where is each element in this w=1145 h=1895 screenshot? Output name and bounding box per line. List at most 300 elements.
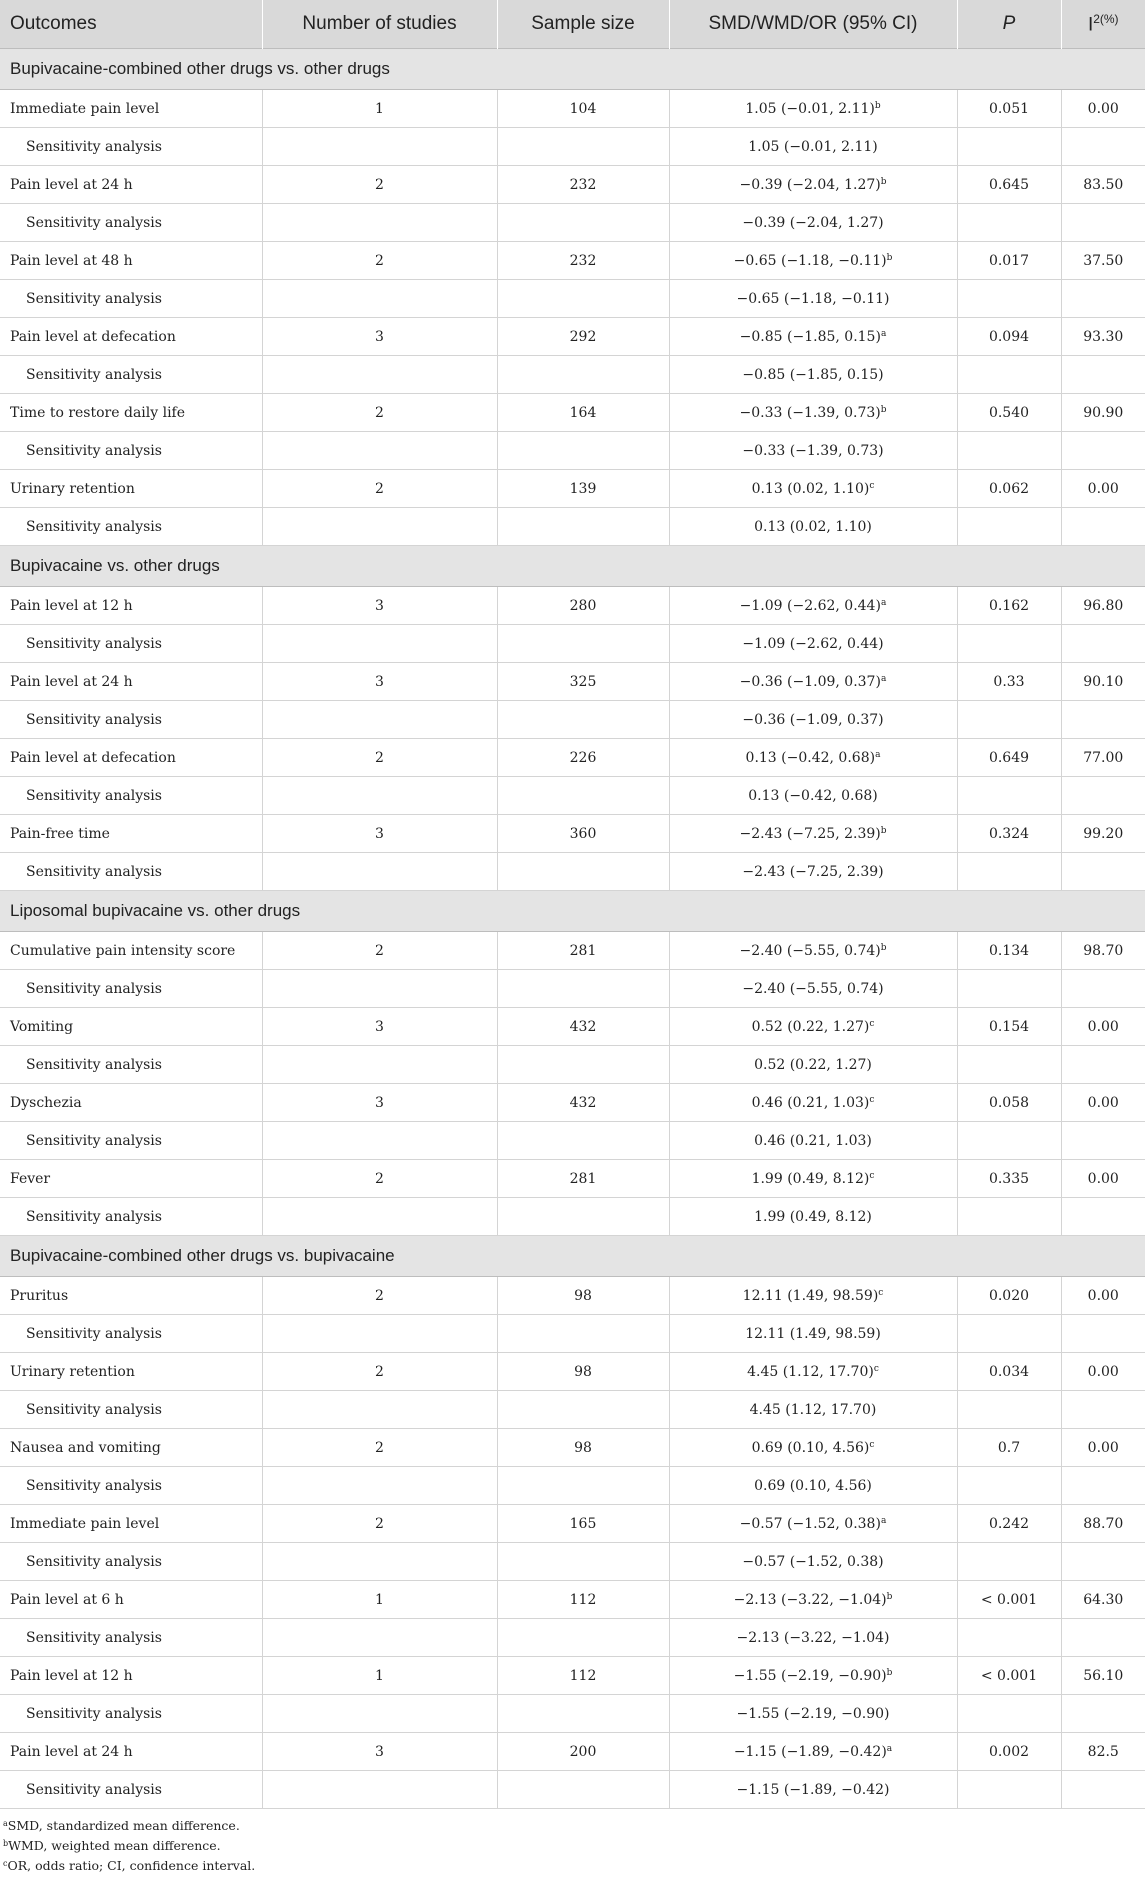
group-row bbox=[0, 546, 1145, 587]
effect-cell bbox=[669, 587, 957, 625]
i-squared-cell: 93.30 bbox=[1061, 318, 1145, 356]
p-value-cell: 0.051 bbox=[957, 90, 1061, 128]
empty-cell bbox=[957, 1771, 1061, 1809]
table-row bbox=[0, 242, 1145, 280]
empty-cell bbox=[957, 701, 1061, 739]
sample-cell: 280 bbox=[497, 587, 669, 625]
table-row bbox=[0, 1084, 1145, 1122]
i-squared-cell: 90.90 bbox=[1061, 394, 1145, 432]
empty-cell bbox=[957, 777, 1061, 815]
p-value-cell: 0.649 bbox=[957, 739, 1061, 777]
empty-cell bbox=[262, 128, 497, 166]
p-value-cell: 0.034 bbox=[957, 1353, 1061, 1391]
table-row bbox=[0, 1733, 1145, 1771]
sensitivity-row bbox=[0, 1771, 1145, 1809]
empty-cell bbox=[1061, 1619, 1145, 1657]
sensitivity-label: Sensitivity analysis bbox=[0, 1391, 262, 1429]
studies-cell: 2 bbox=[262, 242, 497, 280]
p-value-cell: 0.162 bbox=[957, 587, 1061, 625]
empty-cell bbox=[262, 356, 497, 394]
sensitivity-value: 12.11 (1.49, 98.59) bbox=[669, 1315, 957, 1353]
table-row bbox=[0, 1160, 1145, 1198]
effect-cell bbox=[669, 1581, 957, 1619]
effect-footnote-mark: a bbox=[880, 597, 887, 608]
effect-footnote-mark: c bbox=[873, 1363, 879, 1374]
effect-value: 0.13 (−0.42, 0.68) bbox=[745, 749, 876, 766]
sensitivity-row bbox=[0, 1046, 1145, 1084]
footnote bbox=[3, 1855, 1145, 1875]
sensitivity-value: 0.69 (0.10, 4.56) bbox=[669, 1467, 957, 1505]
table-body bbox=[0, 49, 1145, 1809]
empty-cell bbox=[262, 1046, 497, 1084]
group-row bbox=[0, 1236, 1145, 1277]
sensitivity-label: Sensitivity analysis bbox=[0, 204, 262, 242]
effect-footnote-mark: b bbox=[880, 825, 887, 836]
empty-cell bbox=[957, 970, 1061, 1008]
empty-cell bbox=[262, 701, 497, 739]
table-header bbox=[0, 0, 1145, 49]
studies-cell: 3 bbox=[262, 1733, 497, 1771]
sensitivity-row bbox=[0, 777, 1145, 815]
table-row bbox=[0, 1505, 1145, 1543]
p-value-cell: 0.242 bbox=[957, 1505, 1061, 1543]
empty-cell bbox=[957, 128, 1061, 166]
sensitivity-row bbox=[0, 970, 1145, 1008]
outcome-cell: Fever bbox=[0, 1160, 262, 1198]
effect-cell bbox=[669, 815, 957, 853]
table-row bbox=[0, 90, 1145, 128]
i-squared-cell: 90.10 bbox=[1061, 663, 1145, 701]
empty-cell bbox=[957, 1391, 1061, 1429]
effect-value: 0.13 (0.02, 1.10) bbox=[751, 480, 870, 497]
empty-cell bbox=[1061, 1046, 1145, 1084]
p-value-cell: < 0.001 bbox=[957, 1657, 1061, 1695]
table-row bbox=[0, 470, 1145, 508]
i-squared-cell: 0.00 bbox=[1061, 1160, 1145, 1198]
i-squared-cell: 0.00 bbox=[1061, 1277, 1145, 1315]
p-value-cell: 0.002 bbox=[957, 1733, 1061, 1771]
sensitivity-label: Sensitivity analysis bbox=[0, 853, 262, 891]
effect-cell bbox=[669, 1429, 957, 1467]
effect-value: 0.46 (0.21, 1.03) bbox=[751, 1094, 870, 1111]
studies-cell: 3 bbox=[262, 1084, 497, 1122]
sensitivity-value: −1.09 (−2.62, 0.44) bbox=[669, 625, 957, 663]
sensitivity-row bbox=[0, 1619, 1145, 1657]
empty-cell bbox=[1061, 280, 1145, 318]
empty-cell bbox=[1061, 1122, 1145, 1160]
sample-cell: 164 bbox=[497, 394, 669, 432]
empty-cell bbox=[1061, 1695, 1145, 1733]
studies-cell: 1 bbox=[262, 1657, 497, 1695]
empty-cell bbox=[497, 1543, 669, 1581]
empty-cell bbox=[957, 1467, 1061, 1505]
effect-cell bbox=[669, 166, 957, 204]
sample-cell: 98 bbox=[497, 1277, 669, 1315]
table-footnotes bbox=[0, 1809, 1145, 1875]
empty-cell bbox=[1061, 625, 1145, 663]
empty-cell bbox=[1061, 432, 1145, 470]
p-value-cell: 0.540 bbox=[957, 394, 1061, 432]
empty-cell bbox=[497, 1198, 669, 1236]
p-value-cell: 0.020 bbox=[957, 1277, 1061, 1315]
sensitivity-label: Sensitivity analysis bbox=[0, 970, 262, 1008]
p-value-cell: 0.058 bbox=[957, 1084, 1061, 1122]
outcome-cell: Pain level at 12 h bbox=[0, 587, 262, 625]
p-value-cell: 0.33 bbox=[957, 663, 1061, 701]
footnote-mark: a bbox=[3, 1819, 8, 1828]
effect-value: −0.33 (−1.39, 0.73) bbox=[739, 404, 881, 421]
effect-value: −1.09 (−2.62, 0.44) bbox=[739, 597, 881, 614]
table-row bbox=[0, 1429, 1145, 1467]
empty-cell bbox=[957, 1619, 1061, 1657]
effect-footnote-mark: b bbox=[880, 176, 887, 187]
sensitivity-value: −0.57 (−1.52, 0.38) bbox=[669, 1543, 957, 1581]
sample-cell: 112 bbox=[497, 1581, 669, 1619]
empty-cell bbox=[497, 1467, 669, 1505]
effect-value: 0.52 (0.22, 1.27) bbox=[751, 1018, 870, 1035]
empty-cell bbox=[1061, 777, 1145, 815]
sensitivity-value: −0.65 (−1.18, −0.11) bbox=[669, 280, 957, 318]
empty-cell bbox=[262, 280, 497, 318]
i-squared-cell: 0.00 bbox=[1061, 1084, 1145, 1122]
sensitivity-value: −2.43 (−7.25, 2.39) bbox=[669, 853, 957, 891]
header-row bbox=[0, 0, 1145, 49]
studies-cell: 2 bbox=[262, 470, 497, 508]
empty-cell bbox=[1061, 128, 1145, 166]
outcome-cell: Pain level at defecation bbox=[0, 739, 262, 777]
empty-cell bbox=[1061, 970, 1145, 1008]
i-squared-cell: 0.00 bbox=[1061, 1008, 1145, 1046]
sensitivity-row bbox=[0, 356, 1145, 394]
sensitivity-row bbox=[0, 432, 1145, 470]
effect-footnote-mark: a bbox=[875, 749, 881, 760]
outcome-cell: Immediate pain level bbox=[0, 1505, 262, 1543]
p-value-cell: 0.335 bbox=[957, 1160, 1061, 1198]
effect-value: −2.40 (−5.55, 0.74) bbox=[739, 942, 881, 959]
empty-cell bbox=[1061, 508, 1145, 546]
outcome-cell: Nausea and vomiting bbox=[0, 1429, 262, 1467]
p-value-cell: 0.094 bbox=[957, 318, 1061, 356]
empty-cell bbox=[957, 356, 1061, 394]
p-value-cell: 0.324 bbox=[957, 815, 1061, 853]
studies-cell: 2 bbox=[262, 1277, 497, 1315]
footnote bbox=[3, 1835, 1145, 1855]
sensitivity-value: −0.33 (−1.39, 0.73) bbox=[669, 432, 957, 470]
outcome-cell: Pain level at 48 h bbox=[0, 242, 262, 280]
group-title: Bupivacaine vs. other drugs bbox=[0, 546, 1145, 587]
effect-footnote-mark: b bbox=[886, 252, 893, 263]
group-title: Bupivacaine-combined other drugs vs. other drugs bbox=[0, 49, 1145, 90]
sensitivity-value: −0.39 (−2.04, 1.27) bbox=[669, 204, 957, 242]
empty-cell bbox=[262, 1771, 497, 1809]
sensitivity-value: −1.15 (−1.89, −0.42) bbox=[669, 1771, 957, 1809]
table-row bbox=[0, 1581, 1145, 1619]
effect-cell bbox=[669, 739, 957, 777]
i-squared-cell: 0.00 bbox=[1061, 1429, 1145, 1467]
sensitivity-row bbox=[0, 1467, 1145, 1505]
empty-cell bbox=[957, 625, 1061, 663]
outcome-cell: Pruritus bbox=[0, 1277, 262, 1315]
outcome-cell: Pain level at 24 h bbox=[0, 663, 262, 701]
sample-cell: 98 bbox=[497, 1353, 669, 1391]
i-squared-cell: 37.50 bbox=[1061, 242, 1145, 280]
empty-cell bbox=[262, 1315, 497, 1353]
empty-cell bbox=[1061, 701, 1145, 739]
empty-cell bbox=[957, 1695, 1061, 1733]
effect-footnote-mark: c bbox=[869, 1439, 875, 1450]
sensitivity-label: Sensitivity analysis bbox=[0, 432, 262, 470]
empty-cell bbox=[957, 853, 1061, 891]
header-effect-size: SMD/WMD/OR (95% CI) bbox=[669, 0, 957, 49]
sensitivity-row bbox=[0, 625, 1145, 663]
sensitivity-value: −2.40 (−5.55, 0.74) bbox=[669, 970, 957, 1008]
effect-cell bbox=[669, 1733, 957, 1771]
sensitivity-value: 0.13 (−0.42, 0.68) bbox=[669, 777, 957, 815]
sample-cell: 360 bbox=[497, 815, 669, 853]
sample-cell: 325 bbox=[497, 663, 669, 701]
sample-cell: 232 bbox=[497, 242, 669, 280]
footnote-text: SMD, standardized mean difference. bbox=[7, 1818, 240, 1833]
i-squared-cell: 98.70 bbox=[1061, 932, 1145, 970]
studies-cell: 3 bbox=[262, 318, 497, 356]
sensitivity-value: 0.46 (0.21, 1.03) bbox=[669, 1122, 957, 1160]
sensitivity-label: Sensitivity analysis bbox=[0, 777, 262, 815]
effect-value: −1.55 (−2.19, −0.90) bbox=[733, 1667, 887, 1684]
header-sample-size: Sample size bbox=[497, 0, 669, 49]
empty-cell bbox=[957, 1543, 1061, 1581]
sensitivity-row bbox=[0, 508, 1145, 546]
i-squared-cell: 0.00 bbox=[1061, 90, 1145, 128]
empty-cell bbox=[1061, 204, 1145, 242]
studies-cell: 3 bbox=[262, 663, 497, 701]
sensitivity-row bbox=[0, 204, 1145, 242]
effect-footnote-mark: b bbox=[874, 100, 881, 111]
effect-footnote-mark: c bbox=[869, 1094, 875, 1105]
studies-cell: 2 bbox=[262, 1160, 497, 1198]
sensitivity-row bbox=[0, 701, 1145, 739]
sample-cell: 292 bbox=[497, 318, 669, 356]
effect-cell bbox=[669, 1505, 957, 1543]
table-row bbox=[0, 739, 1145, 777]
sensitivity-row bbox=[0, 280, 1145, 318]
footnote-text: WMD, weighted mean difference. bbox=[8, 1838, 221, 1853]
table-row bbox=[0, 1353, 1145, 1391]
table-row bbox=[0, 166, 1145, 204]
effect-footnote-mark: c bbox=[869, 1170, 875, 1181]
empty-cell bbox=[957, 204, 1061, 242]
effect-cell bbox=[669, 1353, 957, 1391]
effect-value: 4.45 (1.12, 17.70) bbox=[747, 1363, 874, 1380]
effect-cell bbox=[669, 394, 957, 432]
outcome-cell: Urinary retention bbox=[0, 470, 262, 508]
sensitivity-label: Sensitivity analysis bbox=[0, 625, 262, 663]
sensitivity-row bbox=[0, 1122, 1145, 1160]
empty-cell bbox=[957, 1315, 1061, 1353]
sensitivity-value: 1.99 (0.49, 8.12) bbox=[669, 1198, 957, 1236]
sensitivity-label: Sensitivity analysis bbox=[0, 1046, 262, 1084]
effect-value: 1.05 (−0.01, 2.11) bbox=[745, 100, 875, 117]
header-i-superscript: 2(%) bbox=[1093, 11, 1119, 26]
sensitivity-label: Sensitivity analysis bbox=[0, 1467, 262, 1505]
sensitivity-label: Sensitivity analysis bbox=[0, 1122, 262, 1160]
table-row bbox=[0, 394, 1145, 432]
empty-cell bbox=[497, 1122, 669, 1160]
sensitivity-value: 0.13 (0.02, 1.10) bbox=[669, 508, 957, 546]
effect-footnote-mark: b bbox=[880, 942, 887, 953]
empty-cell bbox=[262, 1122, 497, 1160]
sensitivity-label: Sensitivity analysis bbox=[0, 701, 262, 739]
effect-footnote-mark: a bbox=[886, 1743, 893, 1754]
outcome-cell: Vomiting bbox=[0, 1008, 262, 1046]
group-title: Liposomal bupivacaine vs. other drugs bbox=[0, 891, 1145, 932]
effect-footnote-mark: c bbox=[869, 1018, 875, 1029]
i-squared-cell: 82.5 bbox=[1061, 1733, 1145, 1771]
i-squared-cell: 56.10 bbox=[1061, 1657, 1145, 1695]
i-squared-cell: 88.70 bbox=[1061, 1505, 1145, 1543]
empty-cell bbox=[262, 625, 497, 663]
empty-cell bbox=[497, 970, 669, 1008]
sensitivity-label: Sensitivity analysis bbox=[0, 1315, 262, 1353]
effect-value: 1.99 (0.49, 8.12) bbox=[751, 1170, 870, 1187]
outcome-cell: Pain level at 12 h bbox=[0, 1657, 262, 1695]
empty-cell bbox=[957, 1198, 1061, 1236]
i-squared-cell: 0.00 bbox=[1061, 1353, 1145, 1391]
p-value-cell: < 0.001 bbox=[957, 1581, 1061, 1619]
empty-cell bbox=[262, 1467, 497, 1505]
outcome-cell: Immediate pain level bbox=[0, 90, 262, 128]
empty-cell bbox=[497, 508, 669, 546]
empty-cell bbox=[1061, 853, 1145, 891]
i-squared-cell: 77.00 bbox=[1061, 739, 1145, 777]
empty-cell bbox=[262, 1619, 497, 1657]
table-row bbox=[0, 932, 1145, 970]
empty-cell bbox=[262, 1543, 497, 1581]
sample-cell: 281 bbox=[497, 932, 669, 970]
sample-cell: 165 bbox=[497, 1505, 669, 1543]
empty-cell bbox=[1061, 1543, 1145, 1581]
studies-cell: 2 bbox=[262, 739, 497, 777]
footnote-text: OR, odds ratio; CI, confidence interval. bbox=[7, 1858, 256, 1873]
empty-cell bbox=[1061, 1391, 1145, 1429]
empty-cell bbox=[1061, 1771, 1145, 1809]
sample-cell: 104 bbox=[497, 90, 669, 128]
sample-cell: 281 bbox=[497, 1160, 669, 1198]
empty-cell bbox=[497, 701, 669, 739]
sensitivity-row bbox=[0, 1695, 1145, 1733]
outcome-cell: Dyschezia bbox=[0, 1084, 262, 1122]
table-row bbox=[0, 1657, 1145, 1695]
sample-cell: 432 bbox=[497, 1008, 669, 1046]
footnote-mark: b bbox=[3, 1839, 9, 1848]
sensitivity-label: Sensitivity analysis bbox=[0, 280, 262, 318]
effect-footnote-mark: a bbox=[880, 1515, 887, 1526]
empty-cell bbox=[262, 432, 497, 470]
empty-cell bbox=[262, 1198, 497, 1236]
studies-cell: 1 bbox=[262, 1581, 497, 1619]
empty-cell bbox=[957, 432, 1061, 470]
i-squared-cell: 64.30 bbox=[1061, 1581, 1145, 1619]
empty-cell bbox=[262, 970, 497, 1008]
sample-cell: 98 bbox=[497, 1429, 669, 1467]
sensitivity-value: −1.55 (−2.19, −0.90) bbox=[669, 1695, 957, 1733]
footnote bbox=[3, 1815, 1145, 1835]
studies-cell: 2 bbox=[262, 1429, 497, 1467]
i-squared-cell: 0.00 bbox=[1061, 470, 1145, 508]
empty-cell bbox=[497, 853, 669, 891]
effect-value: −0.65 (−1.18, −0.11) bbox=[733, 252, 887, 269]
table-row bbox=[0, 1277, 1145, 1315]
i-squared-cell: 96.80 bbox=[1061, 587, 1145, 625]
sensitivity-label: Sensitivity analysis bbox=[0, 1619, 262, 1657]
p-value-cell: 0.7 bbox=[957, 1429, 1061, 1467]
outcome-cell: Pain level at defecation bbox=[0, 318, 262, 356]
outcome-cell: Pain level at 24 h bbox=[0, 166, 262, 204]
p-value-cell: 0.062 bbox=[957, 470, 1061, 508]
header-p-label: P bbox=[1002, 13, 1016, 34]
sensitivity-label: Sensitivity analysis bbox=[0, 1695, 262, 1733]
effect-value: −1.15 (−1.89, −0.42) bbox=[733, 1743, 887, 1760]
sensitivity-value: 4.45 (1.12, 17.70) bbox=[669, 1391, 957, 1429]
table-row bbox=[0, 815, 1145, 853]
studies-cell: 3 bbox=[262, 1008, 497, 1046]
group-title: Bupivacaine-combined other drugs vs. bupivacaine bbox=[0, 1236, 1145, 1277]
footnote-mark: c bbox=[3, 1859, 8, 1868]
empty-cell bbox=[1061, 1198, 1145, 1236]
empty-cell bbox=[497, 1391, 669, 1429]
effect-value: −0.39 (−2.04, 1.27) bbox=[739, 176, 881, 193]
table-row bbox=[0, 663, 1145, 701]
empty-cell bbox=[497, 1619, 669, 1657]
studies-cell: 2 bbox=[262, 1505, 497, 1543]
empty-cell bbox=[262, 1695, 497, 1733]
sensitivity-value: −0.36 (−1.09, 0.37) bbox=[669, 701, 957, 739]
sample-cell: 232 bbox=[497, 166, 669, 204]
studies-cell: 2 bbox=[262, 932, 497, 970]
empty-cell bbox=[497, 356, 669, 394]
table-row bbox=[0, 1008, 1145, 1046]
sensitivity-row bbox=[0, 128, 1145, 166]
sensitivity-value: 0.52 (0.22, 1.27) bbox=[669, 1046, 957, 1084]
empty-cell bbox=[1061, 1467, 1145, 1505]
sensitivity-label: Sensitivity analysis bbox=[0, 1543, 262, 1581]
empty-cell bbox=[957, 280, 1061, 318]
effect-footnote-mark: b bbox=[886, 1667, 893, 1678]
empty-cell bbox=[497, 1695, 669, 1733]
empty-cell bbox=[1061, 356, 1145, 394]
studies-cell: 1 bbox=[262, 90, 497, 128]
empty-cell bbox=[1061, 1315, 1145, 1353]
studies-cell: 3 bbox=[262, 815, 497, 853]
sensitivity-label: Sensitivity analysis bbox=[0, 128, 262, 166]
sensitivity-label: Sensitivity analysis bbox=[0, 356, 262, 394]
header-i-squared bbox=[1061, 0, 1145, 49]
effect-value: −0.36 (−1.09, 0.37) bbox=[739, 673, 881, 690]
studies-cell: 2 bbox=[262, 166, 497, 204]
p-value-cell: 0.017 bbox=[957, 242, 1061, 280]
empty-cell bbox=[957, 1046, 1061, 1084]
effect-footnote-mark: a bbox=[880, 328, 887, 339]
empty-cell bbox=[497, 1046, 669, 1084]
sensitivity-label: Sensitivity analysis bbox=[0, 1771, 262, 1809]
empty-cell bbox=[957, 508, 1061, 546]
sensitivity-row bbox=[0, 853, 1145, 891]
effect-value: −0.85 (−1.85, 0.15) bbox=[739, 328, 881, 345]
header-p-value bbox=[957, 0, 1061, 49]
effect-cell bbox=[669, 1657, 957, 1695]
empty-cell bbox=[957, 1122, 1061, 1160]
header-outcomes: Outcomes bbox=[0, 0, 262, 49]
empty-cell bbox=[262, 508, 497, 546]
